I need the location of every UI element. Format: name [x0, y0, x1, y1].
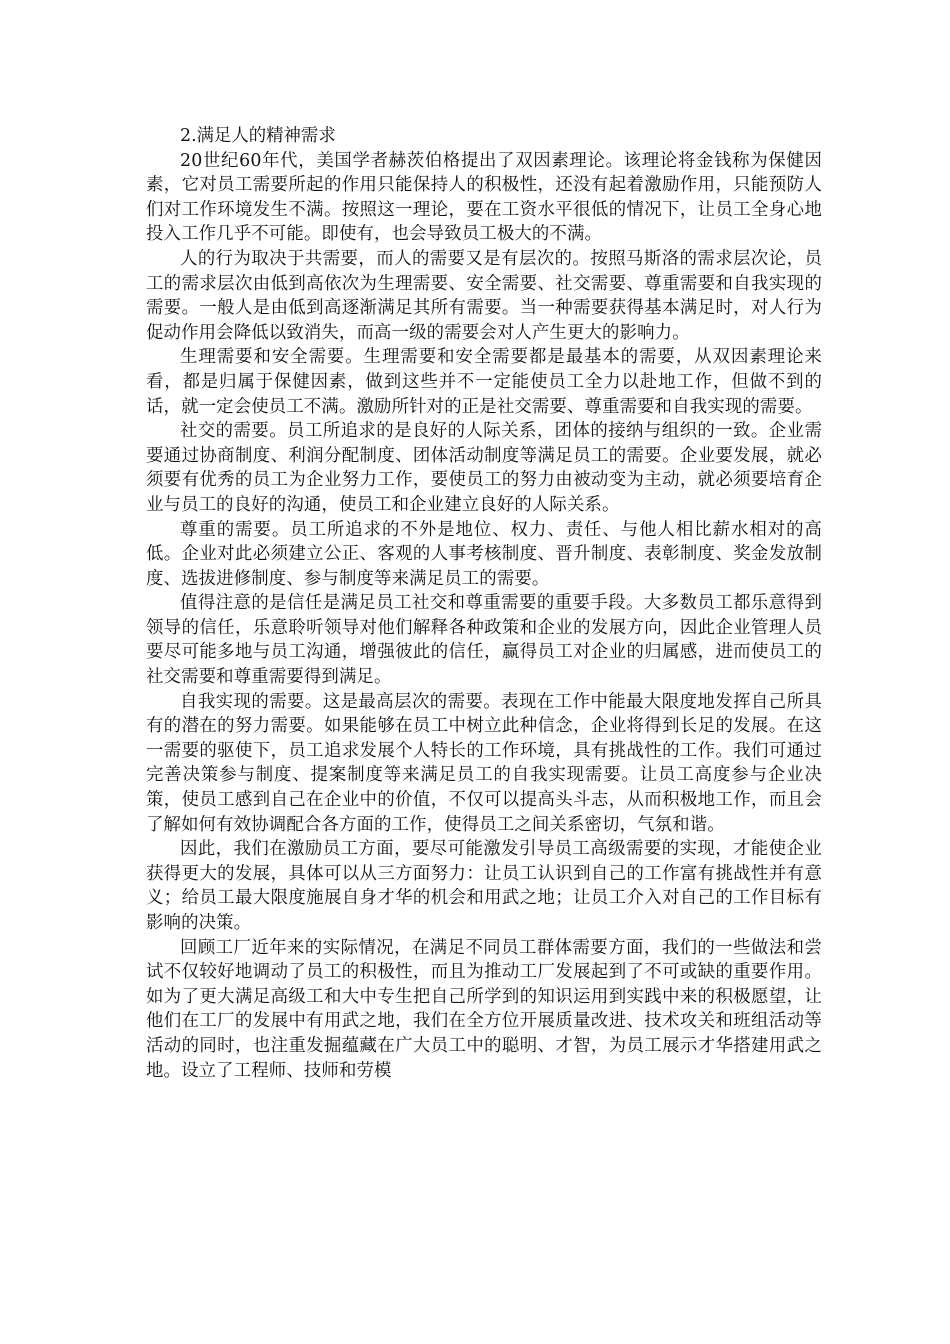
paragraph-physiological-safety: 生理需要和安全需要。生理需要和安全需要都是最基本的需要，从双因素理论来看，都是归属于保健因素，做到这些并不一定能使员工全力以赴地工作，但做不到的话，就一定会使员工不满。激励所针对的正是社交需要、尊重需要和自我实现的需要。 [146, 347, 822, 417]
paragraph-factory-review: 回顾工厂近年来的实际情况，在满足不同员工群体需要方面，我们的一些做法和尝试不仅较好地调动了员工的积极性，而且为推动工厂发展起到了不可或缺的重要作用。如为了更大满足高级工和大中专生把自己所学到的知识运用到实践中来的积极愿望，让他们在工厂的发展中有用武之地，我们在全方位开展质量改进、技术攻关和班组活动等活动的同时，也注重发掘蕴藏在广大员工中的聪明、才智，为员工展示才华搭建用武之地。设立了工程师、技师和劳模 [146, 937, 822, 1081]
document-page [146, 124, 822, 1083]
paragraph-conclusion: 因此，我们在激励员工方面，要尽可能激发引导员工高级需要的实现，才能使企业获得更大的发展，具体可以从三方面努力：让员工认识到自己的工作富有挑战性并有意义；给员工最大限度施展自身才华的机会和用武之地；让员工介入对自己的工作目标有影响的决策。 [146, 839, 822, 933]
paragraph-trust: 值得注意的是信任是满足员工社交和尊重需要的重要手段。大多数员工都乐意得到领导的信任，乐意聆听领导对他们解释各种政策和企业的发展方向，因此企业管理人员要尽可能多地与员工沟通，增强彼此的信任，赢得员工对企业的归属感，进而使员工的社交需要和尊重需要得到满足。 [146, 593, 822, 688]
paragraph-social-needs: 社交的需要。员工所追求的是良好的人际关系，团体的接纳与组织的一致。企业需要通过协商制度、利润分配制度、团体活动制度等满足员工的需要。企业要发展，就必须要有优秀的员工为企业努力工作，要使员工的努力由被动变为主动，就必须要培育企业与员工的良好的沟通，使员工和企业建立良好的人际关系。 [146, 421, 822, 515]
paragraph-maslow-hierarchy: 人的行为取决于共需要，而人的需要又是有层次的。按照马斯洛的需求层次论，员工的需求层次由低到高依次为生理需要、安全需要、社交需要、尊重需要和自我实现的需要。一般人是由低到高逐渐满足其所有需要。当一种需要获得基本满足时，对人行为促动作用会降低以致消失，而高一级的需要会对人产生更大的影响力。 [146, 248, 822, 343]
paragraph-herzberg-theory: 20世纪60年代，美国学者赫茨伯格提出了双因素理论。该理论将金钱称为保健因素，它对员工需要所起的作用只能保持人的积极性，还没有起着激励作用，只能预防人们对工作环境发生不满。按照这一理论，要在工资水平很低的情况下，让员工全身心地投入工作几乎不可能。即使有，也会导致员工极大的不满。 [146, 150, 822, 245]
section-heading: 2.满足人的精神需求 [180, 126, 336, 146]
paragraph-self-actualization: 自我实现的需要。这是最高层次的需要。表现在工作中能最大限度地发挥自己所具有的潜在的努力需要。如果能够在员工中树立此种信念，企业将得到长足的发展。在这一需要的驱使下，员工追求发展个人特长的工作环境，具有挑战性的工作。我们可通过完善决策参与制度、提案制度等来满足员工的自我实现需要。让员工高度参与企业决策，使员工感到自己在企业中的价值，不仅可以提高头斗志，从而积极地工作，而且会了解如何有效协调配合各方面的工作，使得员工之间关系密切，气氛和谐。 [146, 691, 822, 835]
paragraph-esteem-needs: 尊重的需要。员工所追求的不外是地位、权力、责任、与他人相比薪水相对的高低。企业对此必须建立公正、客观的人事考核制度、晋升制度、表彰制度、奖金发放制度、选拔进修制度、参与制度等来满足员工的需要。 [146, 519, 822, 589]
